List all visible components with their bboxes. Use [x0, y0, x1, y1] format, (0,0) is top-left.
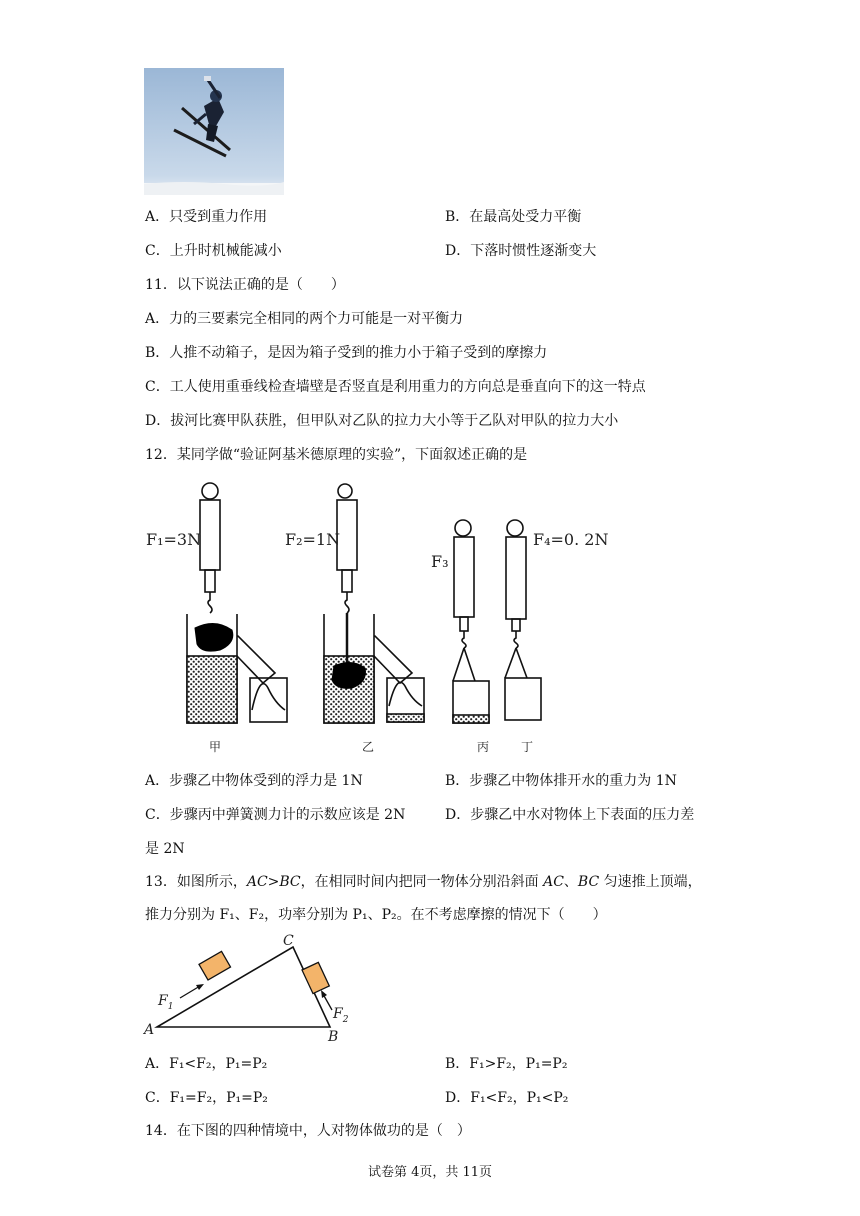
q12-option-c: C．步骤丙中弹簧测力计的示数应该是 2N	[145, 807, 406, 823]
q12-option-a: A．步骤乙中物体受到的浮力是 1N	[145, 773, 363, 789]
q10-option-a: A．只受到重力作用	[145, 209, 268, 225]
f2-label: F₂=1N	[285, 530, 341, 549]
skier-photo	[144, 68, 284, 195]
f1-label: F₁=3N	[146, 530, 202, 549]
vertex-a: A	[144, 1022, 155, 1038]
q12-stem: 12．某同学做“验证阿基米德原理的实验”，下面叙述正确的是	[145, 447, 528, 463]
q13-stem-line2: 推力分别为 F₁、F₂，功率分别为 P₁、P₂。在不考虑摩擦的情况下（ ）	[145, 907, 607, 923]
q10-option-c: C．上升时机械能减小	[145, 243, 282, 259]
q13-option-c: C．F₁=F₂，P₁=P₂	[145, 1090, 268, 1106]
q13-stem-line1: 13．如图所示，AC>BC，在相同时间内把同一物体分别沿斜面 AC、BC 匀速推上顶端，	[145, 874, 702, 890]
q11-option-b: B．人推不动箱子，是因为箱子受到的推力小于箱子受到的摩擦力	[145, 345, 548, 361]
q11-stem: 11．以下说法正确的是（ ）	[145, 277, 345, 293]
vertex-b: B	[328, 1029, 339, 1045]
q12-option-d-line2: 是 2N	[145, 841, 185, 857]
page-footer: 试卷第 4页，共 11页	[367, 1165, 493, 1180]
caption-ding: 丁	[521, 740, 534, 754]
force-f2: $F_2$	[333, 1006, 349, 1025]
q10-option-d: D．下落时惯性逐渐变大	[445, 243, 597, 259]
q11-option-d: D．拔河比赛甲队获胜，但甲队对乙队的拉力大小等于乙队对甲队的拉力大小	[145, 413, 619, 429]
f3-label: F₃	[431, 552, 449, 571]
incline-figure	[140, 932, 370, 1047]
q10-option-b: B．在最高处受力平衡	[445, 209, 582, 225]
archimedes-figure	[140, 478, 620, 758]
force-f1: $F_1$	[158, 993, 174, 1012]
caption-jia: 甲	[209, 740, 222, 754]
f4-label: F₄=0. 2N	[533, 530, 609, 549]
q13-option-b: B．F₁>F₂，P₁=P₂	[445, 1056, 568, 1072]
q11-option-a: A．力的三要素完全相同的两个力可能是一对平衡力	[145, 311, 464, 327]
q13-option-a: A．F₁<F₂，P₁=P₂	[145, 1056, 268, 1072]
q12-option-b: B．步骤乙中物体排开水的重力为 1N	[445, 773, 677, 789]
vertex-c: C	[283, 933, 294, 949]
q12-option-d-line1: D．步骤乙中水对物体上下表面的压力差	[445, 807, 695, 823]
caption-yi: 乙	[362, 740, 375, 754]
caption-bing: 丙	[477, 740, 490, 754]
q11-option-c: C．工人使用重垂线检查墙壁是否竖直是利用重力的方向总是垂直向下的这一特点	[145, 379, 646, 395]
q13-option-d: D．F₁<F₂，P₁<P₂	[445, 1090, 569, 1106]
q14-stem: 14．在下图的四种情境中，人对物体做功的是（ ）	[145, 1123, 471, 1139]
